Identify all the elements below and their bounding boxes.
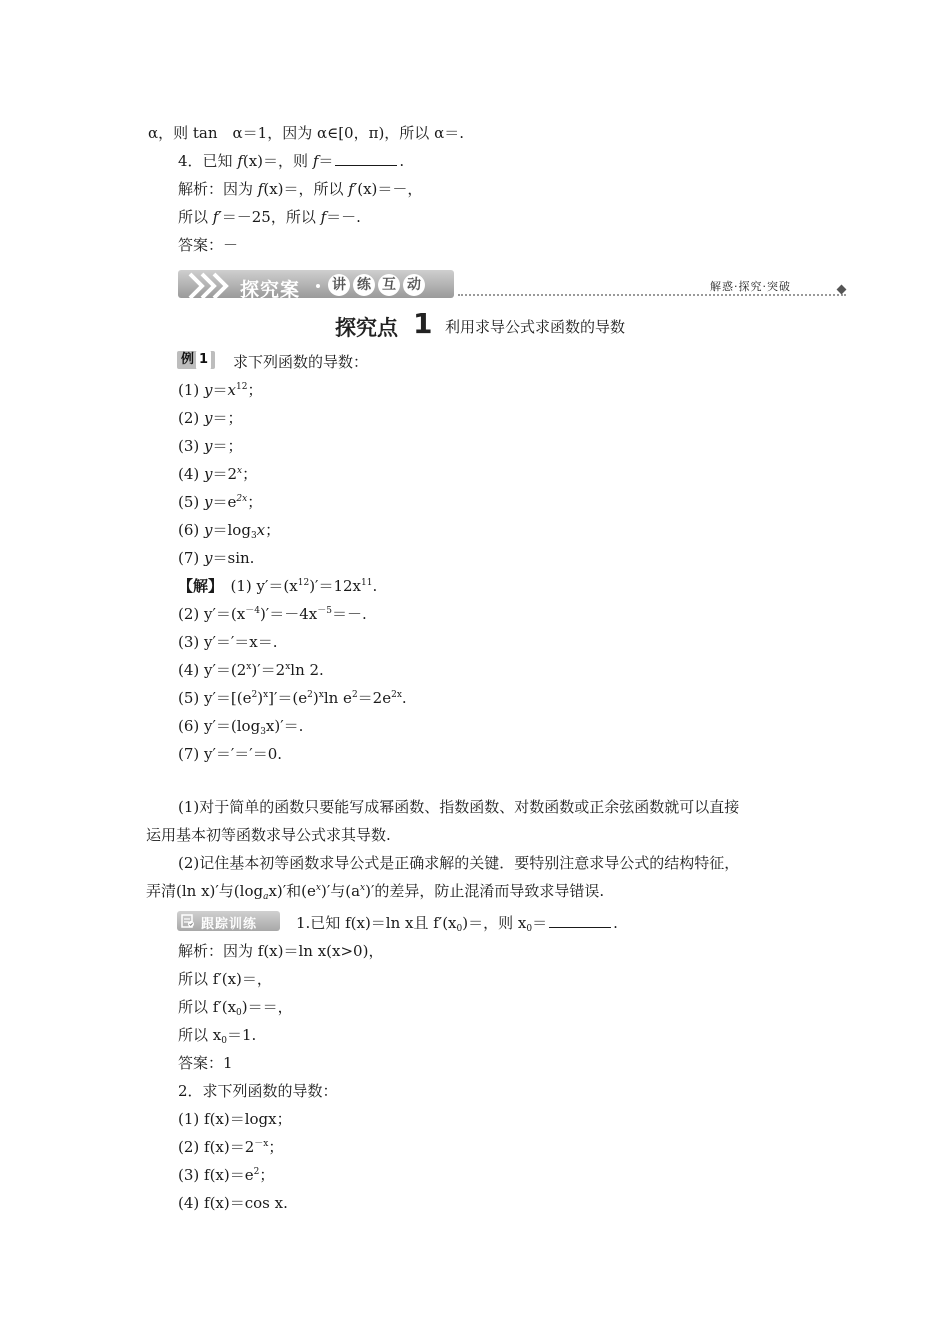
item-number: (4) [178,465,205,483]
banner-subtitle: 解惑·探究·突破 [710,280,791,293]
text-fragment: )′＝12x [309,577,361,595]
superscript: 2 [351,690,358,700]
solution-line [178,688,407,708]
text-fragment: (1) f(x)＝log [178,1110,269,1128]
superscript: －x [254,1139,269,1149]
superscript: 2x [391,690,402,700]
solution-line: (7) y′＝′＝′＝0. [178,745,283,763]
text-fragment: ln e [323,689,352,707]
math-y: y [204,521,213,539]
analysis-line [178,997,293,1017]
text-fragment: (x)＝，所以 [263,180,349,198]
solution-line [178,604,367,624]
superscript: 12 [235,382,248,392]
analysis-line [178,207,361,227]
math-x: x [227,381,236,399]
item-number: (1) [178,381,205,399]
text-fragment: (4) y′＝(2 [178,661,247,679]
diamond-icon [837,285,847,295]
math-f-prime: f′ [212,208,222,226]
text-fragment: 弄清(ln x)′与(log [146,882,264,900]
text-fragment: (3) f(x)＝e [178,1166,254,1184]
example-item [178,408,243,428]
text-fragment: ； [242,465,258,483]
text-fragment: ＝2e [357,689,392,707]
text-fragment: 所以 x [178,1026,222,1044]
text-fragment: x； [268,1110,292,1128]
note-paragraph: 运用基本初等函数求导公式求其导数. [146,826,391,844]
text-fragment: )′与(a [320,882,361,900]
math-f: f [237,152,243,170]
question-item [178,1109,292,1129]
superscript: x [318,690,324,700]
text-fragment: )′＝2 [251,661,286,679]
math-y: y [204,437,213,455]
text-fragment: )′的差异，防止混淆而导致求导错误. [365,882,605,900]
text-fragment: ＝log [212,521,251,539]
solution-line [178,716,303,736]
text-fragment: x)′和(e [268,882,316,900]
text-fragment: ＝； [212,409,243,427]
superscript: x [237,466,243,476]
math-f: f [320,208,327,226]
chevron-right-icon [188,272,238,300]
superscript: x [263,690,269,700]
text-fragment: )′＝－4x [259,605,318,623]
example-item [178,548,254,568]
banner-bar [178,270,454,301]
text-fragment: )＝＝， [241,998,293,1016]
text-fragment: x)′＝. [265,717,304,735]
item-number: (5) [178,493,205,511]
example-label-text: 例 [181,352,195,367]
example-item [178,464,257,484]
superscript: －5 [317,606,332,616]
item-number: (3) [178,437,205,455]
text-fragment: ＝－. [326,208,361,226]
example-item [178,520,280,540]
superscript: 12 [297,578,310,588]
text-fragment: (2) y′＝(x [178,605,246,623]
math-y: y [204,549,213,567]
example-prompt: 求下列函数的导数： [233,353,369,371]
superscript: 2x [236,494,248,504]
text-fragment: ]′＝(e [268,689,308,707]
text-fragment: ) [312,689,319,707]
text-fragment: (1) y′＝(x [215,577,298,595]
superscript: 2 [253,1167,260,1177]
banner-pill: 练 [353,274,375,296]
superscript: 2 [251,690,258,700]
answer-blank [549,915,611,928]
example-item [178,492,262,512]
text-fragment: 4．已知 [178,152,238,170]
text-line: α，则 tan α＝1，因为 α∈[0，π)，所以 α＝. [148,124,464,142]
text-fragment: (2) f(x)＝2 [178,1138,255,1156]
text-fragment: ； [265,521,281,539]
text-fragment: )＝，则 x [462,914,527,932]
banner-dotted-rule [458,294,846,296]
text-fragment: ； [247,493,263,511]
superscript: x [246,662,252,672]
text-fragment: ； [247,381,263,399]
followup-question-1 [296,913,618,933]
subscript: 0 [456,924,463,934]
text-fragment: ln 2. [290,661,324,679]
solution-line [178,576,377,596]
text-fragment: . [401,689,407,707]
text-fragment: . [613,914,618,932]
item-number: (7) [178,549,205,567]
example-number: 1 [196,351,211,369]
solution-label: 【解】 [178,577,216,595]
text-fragment: . [399,152,405,170]
question-item [178,1165,274,1185]
math-f-prime: f′ [348,180,358,198]
section-heading: 探究点 [335,316,398,340]
subscript: 3 [260,727,266,737]
banner-pill: 互 [378,274,400,296]
example-label [177,351,215,369]
text-fragment: 解析：因为 [178,180,258,198]
banner-pill: 讲 [328,274,350,296]
text-fragment: 1.已知 f(x)＝ln x且 f′(x [296,914,457,932]
analysis-line [178,179,422,199]
section-banner [178,268,850,300]
analysis-line [178,1025,256,1045]
question-item [178,1137,283,1157]
section-title: 利用求导公式求函数的导数 [445,318,626,336]
answer-line: 答案：1 [178,1054,233,1072]
text-fragment: ＝1. [226,1026,257,1044]
question-4 [178,151,404,171]
subscript: 3 [250,531,257,541]
math-y: y [204,381,213,399]
example-item [178,436,243,456]
math-f: f [312,152,319,170]
note-paragraph: (1)对于简单的函数只要能写成幂函数、指数函数、对数函数或正余弦函数就可以直接 [178,798,740,816]
text-fragment: (5) y′＝[(e [178,689,252,707]
text-fragment: ＝sin. [212,549,255,567]
text-fragment: ＝ [212,381,228,399]
section-number: 1 [413,307,433,340]
text-fragment: ＝2 [212,465,238,483]
math-f: f [257,180,264,198]
analysis-line: 所以 f′(x)＝， [178,970,272,988]
text-fragment: ＝ [318,152,334,170]
text-fragment: (4) f(x)＝cos x. [178,1194,288,1212]
item-number: (2) [178,409,205,427]
banner-separator-dot [316,284,320,288]
subscript: a [263,892,269,902]
text-fragment: ＝e [212,493,237,511]
subscript: 0 [526,924,533,934]
banner-pill: 动 [403,274,425,296]
answer-blank [335,153,397,166]
superscript: 2 [307,690,313,700]
math-y: y [204,493,213,511]
text-fragment: ； [268,1138,284,1156]
text-fragment: (x)＝，则 [242,152,313,170]
note-paragraph [146,881,604,901]
subscript: 0 [221,1036,227,1046]
superscript: －4 [245,606,260,616]
text-fragment: 所以 [178,208,213,226]
solution-line [178,660,324,680]
followup-question-2: 2．求下列函数的导数： [178,1082,338,1100]
analysis-line: 解析：因为 f(x)＝ln x(x>0)， [178,942,384,960]
superscript: 11 [361,578,373,588]
text-fragment: . [372,577,378,595]
superscript: x [315,883,321,893]
text-fragment: (6) y′＝(log [178,717,261,735]
text-fragment: ＝； [212,437,243,455]
subscript: 0 [236,1008,242,1018]
solution-line: (3) y′＝′＝x＝. [178,633,278,651]
text-fragment: ＝－25，所以 [221,208,321,226]
followup-label-text: 跟踪训练 [201,917,258,932]
math-x: x [256,521,266,539]
followup-label [177,911,280,931]
banner-title: 探究案 [240,279,301,301]
banner-pills [328,274,428,296]
item-number: (6) [178,521,205,539]
superscript: x [360,883,366,893]
math-y: y [204,409,213,427]
example-item [178,380,262,400]
checklist-icon [181,914,195,928]
question-item [178,1193,288,1213]
text-fragment: (x)＝－， [357,180,423,198]
text-fragment: ) [257,689,264,707]
text-fragment: ； [259,1166,275,1184]
text-fragment: ＝－. [331,605,367,623]
text-fragment: 所以 f′(x [178,998,237,1016]
answer-line: 答案：－ [178,236,239,254]
text-fragment: ＝ [532,914,548,932]
math-y: y [204,465,213,483]
note-paragraph: (2)记住基本初等函数求导公式是正确求解的关键．要特别注意求导公式的结构特征， [178,854,740,872]
superscript: x [285,662,291,672]
